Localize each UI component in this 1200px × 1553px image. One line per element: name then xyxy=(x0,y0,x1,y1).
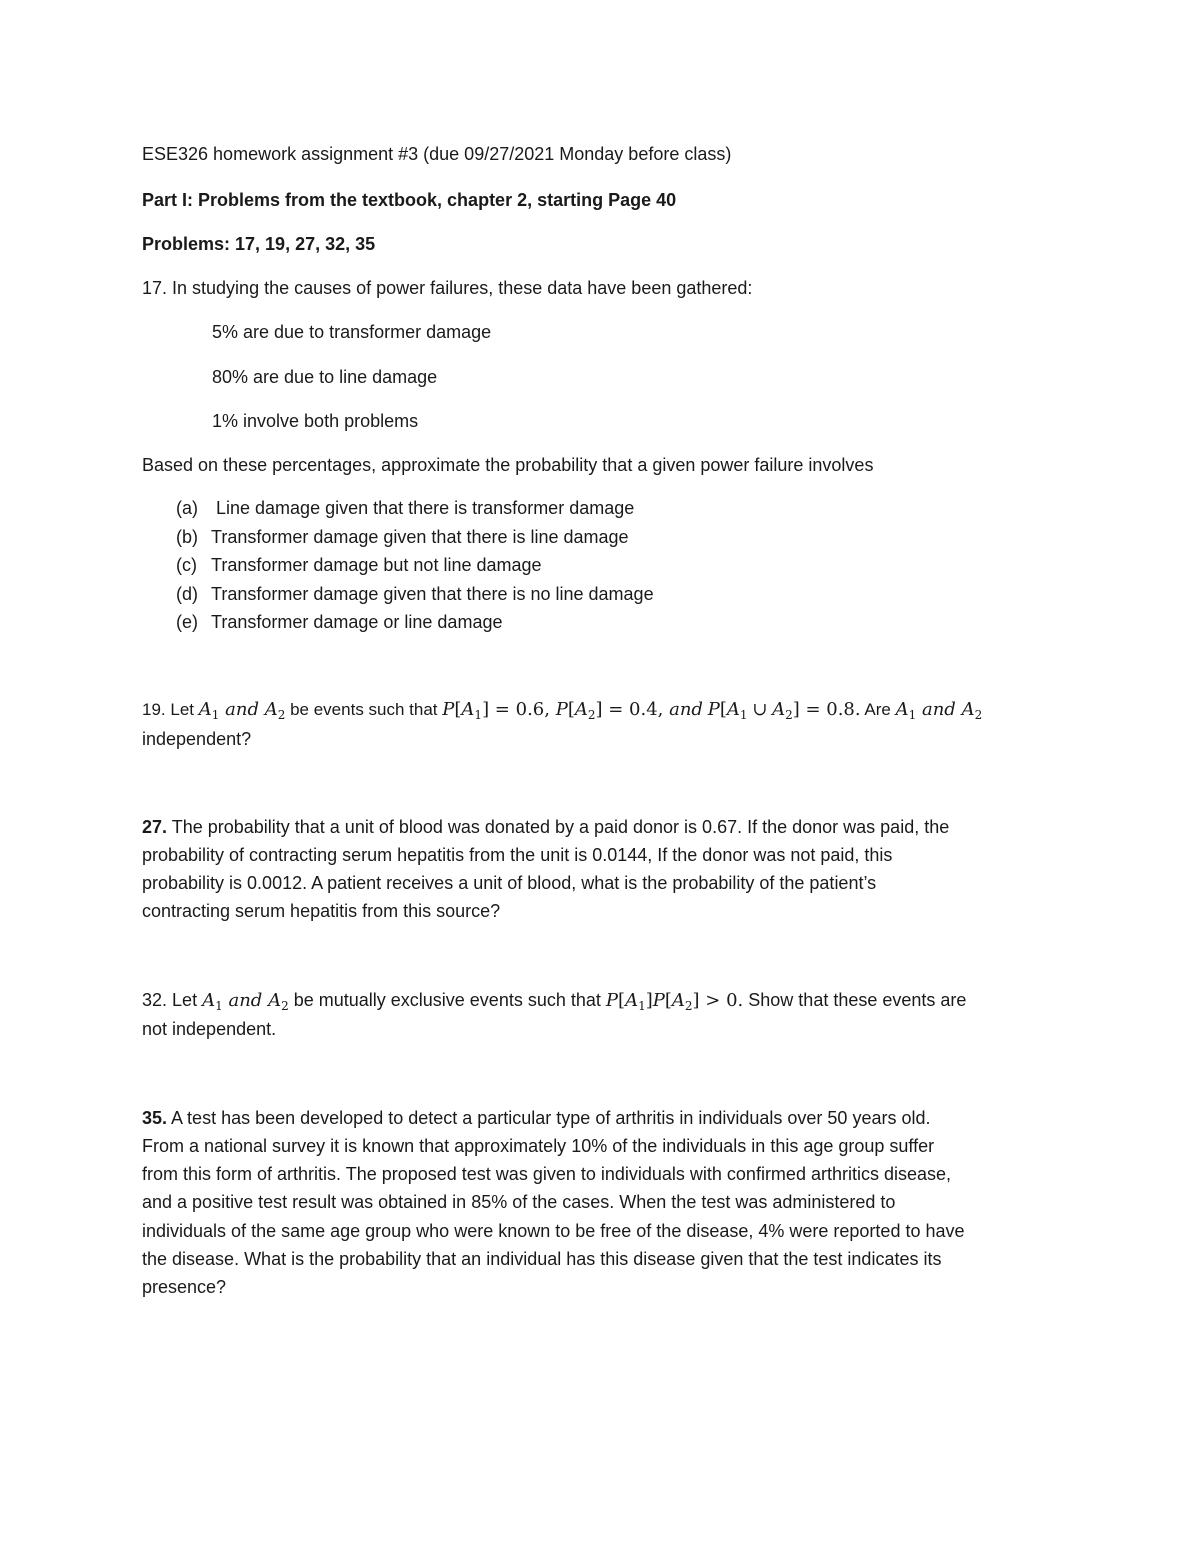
problem-27-line: contracting serum hepatitis from this source? xyxy=(142,901,501,921)
problem-35-line: From a national survey it is known that approximately 10% of the individuals in this age group suffer xyxy=(142,1136,935,1156)
option-label: (e) xyxy=(176,612,198,632)
problem-17-option xyxy=(176,494,634,522)
problem-17-question: Based on these percentages, approximate the probability that a given power failure involves xyxy=(142,455,874,475)
assignment-title: ESE326 homework assignment #3 (due 09/27/2021 Monday before class) xyxy=(142,144,732,164)
problem-35-line: the disease. What is the probability that an individual has this disease given that the test indicates its xyxy=(142,1249,942,1269)
problem-17-intro: 17. In studying the causes of power failures, these data have been gathered: xyxy=(142,278,753,298)
problem-35-line: from this form of arthritis. The proposed test was given to individuals with confirmed arthritics disease, xyxy=(142,1164,952,1184)
problem-17-data-item: 80% are due to line damage xyxy=(212,367,438,387)
problem-35-line: individuals of the same age group who were known to be free of the disease, 4% were reported to have xyxy=(142,1221,965,1241)
problem-35-line: presence? xyxy=(142,1277,227,1297)
part-heading: Part I: Problems from the textbook, chapter 2, starting Page 40 xyxy=(142,190,677,210)
option-text: Transformer damage but not line damage xyxy=(211,555,542,575)
problem-35-line: 35. A test has been developed to detect a particular type of arthritis in individuals over 50 years old. xyxy=(142,1108,931,1128)
option-label: (a) xyxy=(176,498,198,518)
problem-32-line-1: 32. Let $A_1$ and $A_2$ be mutually exclusive events such that $P[A_1]P[A_2] > 0$. Show that these events are xyxy=(142,990,967,1013)
problem-32-line-2: not independent. xyxy=(142,1019,277,1039)
problem-17-option xyxy=(176,523,629,551)
problem-17-option xyxy=(176,580,654,608)
option-label: (c) xyxy=(176,555,197,575)
option-label: (d) xyxy=(176,584,198,604)
problem-35-line: and a positive test result was obtained in 85% of the cases. When the test was administered to xyxy=(142,1192,896,1212)
option-text: Transformer damage or line damage xyxy=(211,612,503,632)
option-label: (b) xyxy=(176,527,198,547)
problem-17-option xyxy=(176,551,542,579)
option-text: Transformer damage given that there is no line damage xyxy=(211,584,654,604)
problem-27-line: 27. The probability that a unit of blood was donated by a paid donor is 0.67. If the donor was paid, the xyxy=(142,817,950,837)
problem-17-data-item: 1% involve both problems xyxy=(212,411,419,431)
problem-32-number: 32. xyxy=(142,990,168,1010)
problem-27-line: probability of contracting serum hepatitis from the unit is 0.0144, If the donor was not paid, this xyxy=(142,845,893,865)
problems-list: Problems: 17, 19, 27, 32, 35 xyxy=(142,234,376,254)
option-text: Line damage given that there is transformer damage xyxy=(211,498,635,518)
problem-19-number: 19. xyxy=(142,700,166,719)
problem-19-line-1: 19. Let $A_1$ and $A_2$ be events such that $P[A_1] = 0.6$, $P[A_2] = 0.4$, and $P[A_1$ ∪ $A_2] = 0.8$. Are $A_1$ and $A_2$ xyxy=(142,699,983,722)
problem-19-line-2: independent? xyxy=(142,729,252,749)
problem-17-data-item: 5% are due to transformer damage xyxy=(212,322,492,342)
problem-17-option xyxy=(176,608,502,636)
option-text: Transformer damage given that there is line damage xyxy=(211,527,629,547)
problem-27-line: probability is 0.0012. A patient receives a unit of blood, what is the probability of the patient’s xyxy=(142,873,877,893)
